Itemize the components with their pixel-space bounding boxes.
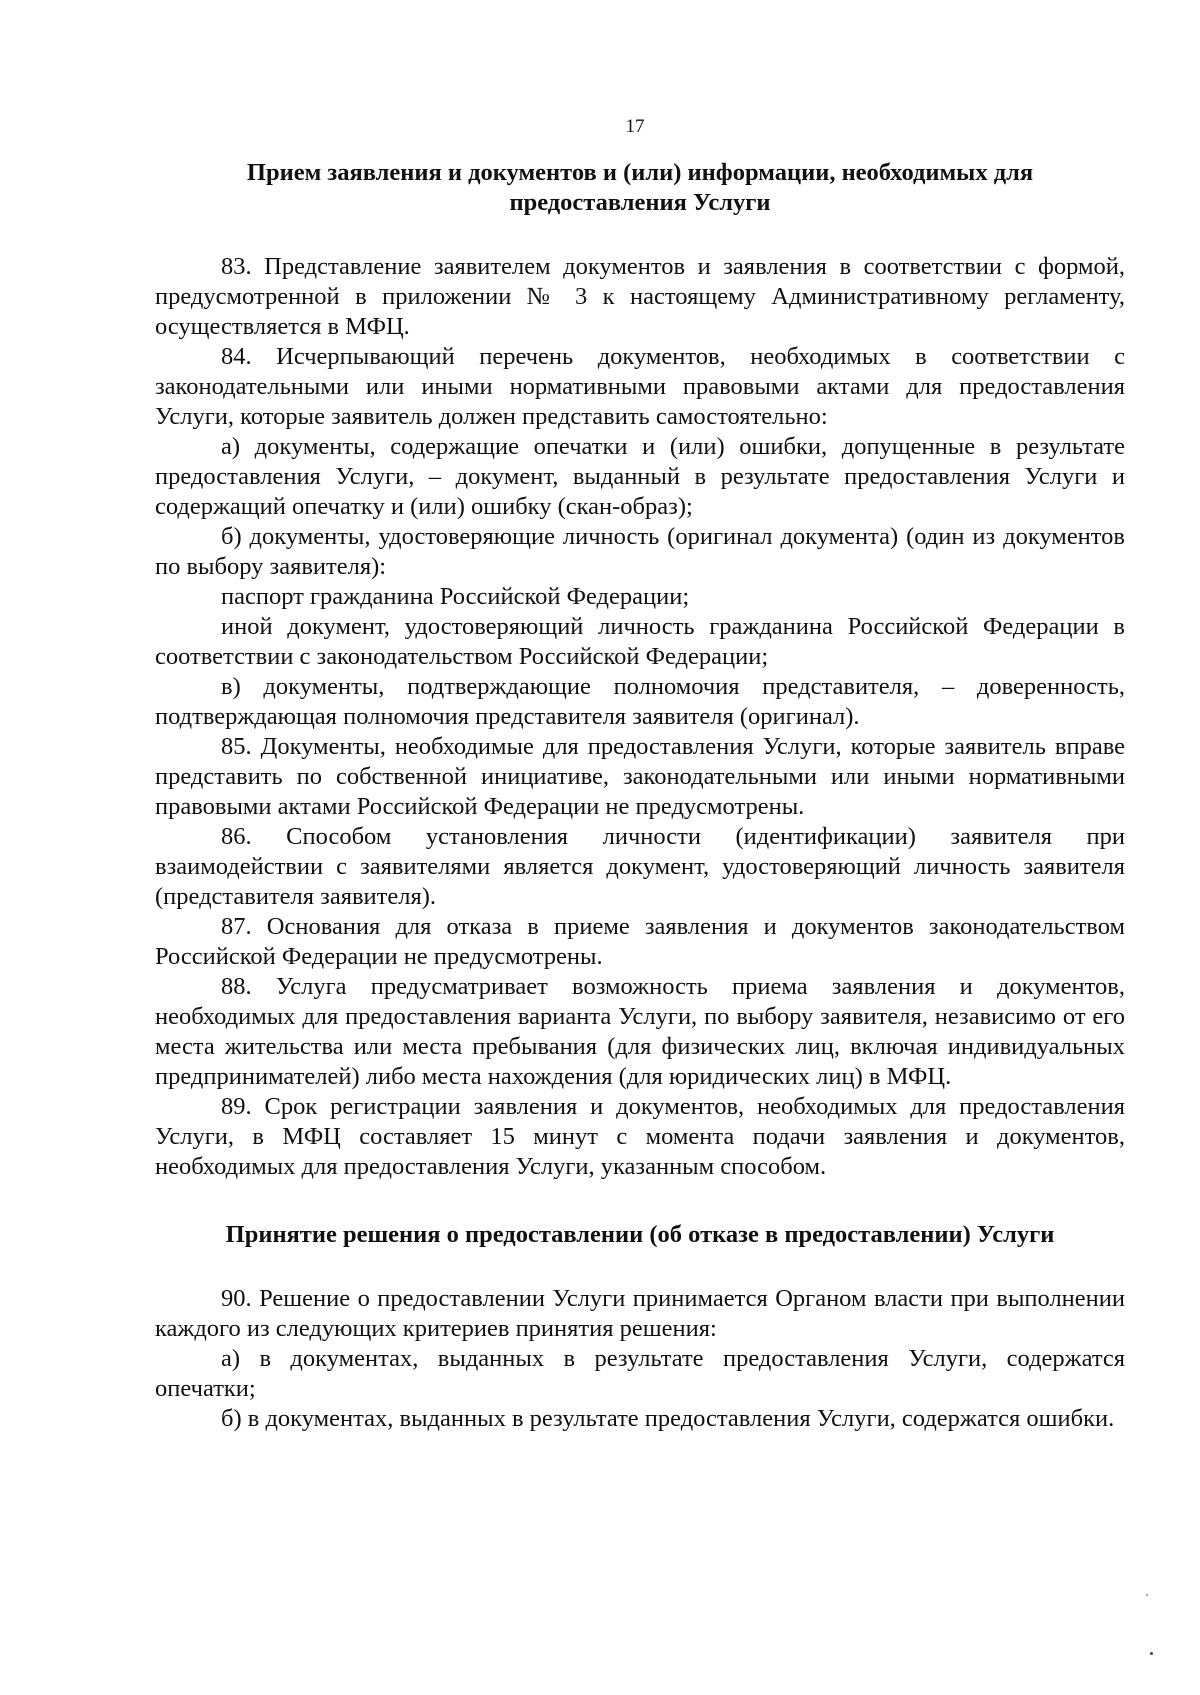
paragraph-84-a: а) документы, содержащие опечатки и (или) ошибки, допущенные в результате предоставления Услуги, – документ, выданный в результате предоставления Услуги и содержащий опечатку и (или) ошибку (скан-образ); <box>155 433 1125 520</box>
paragraph-other-document: иной документ, удостоверяющий личность гражданина Российской Федерации в соответствии с законодательством Российской Федерации; <box>155 613 1125 670</box>
scan-speck <box>1150 1652 1153 1655</box>
paragraph-84-v: в) документы, подтверждающие полномочия представителя, – доверенность, подтверждающая полномочия представителя заявителя (оригинал). <box>155 673 1125 730</box>
paragraph-88: 88. Услуга предусматривает возможность приема заявления и документов, необходимых для предоставления варианта Услуги, по выбору заявителя, независимо от его места жительства или места пребывания (для физических лиц, включая индивидуальных предпринимателей) либо места нахождения (для юридических лиц) в МФЦ. <box>155 973 1125 1090</box>
section-heading-decision: Принятие решения о предоставлении (об отказе в предоставлении) Услуги <box>225 1221 1055 1248</box>
paragraph-86: 86. Способом установления личности (идентификации) заявителя при взаимодействии с заявителями является документ, удостоверяющий личность заявителя (представителя заявителя). <box>155 823 1125 910</box>
paragraph-85: 85. Документы, необходимые для предоставления Услуги, которые заявитель вправе представить по собственной инициативе, законодательными или иными нормативными правовыми актами Российской Федерации не предусмотрены. <box>155 733 1125 820</box>
paragraph-89: 89. Срок регистрации заявления и документов, необходимых для предоставления Услуги, в МФЦ составляет 15 минут с момента подачи заявления и документов, необходимых для предоставления Услуги, указанным способом. <box>155 1093 1125 1180</box>
document-body <box>155 158 1125 1434</box>
section-heading-reception <box>155 158 1125 218</box>
scan-speck <box>1146 1594 1148 1596</box>
paragraph-90-b: б) в документах, выданных в результате предоставления Услуги, содержатся ошибки. <box>221 1405 1115 1432</box>
paragraph-84-b: б) документы, удостоверяющие личность (оригинал документа) (один из документов по выбору заявителя): <box>155 523 1125 580</box>
heading-line-1: Прием заявления и документов и (или) информации, необходимых для <box>246 159 1034 186</box>
paragraph-87: 87. Основания для отказа в приеме заявления и документов законодательством Российской Федерации не предусмотрены. <box>155 913 1125 970</box>
heading-line-2: предоставления Услуги <box>509 189 771 216</box>
paragraph-84: 84. Исчерпывающий перечень документов, необходимых в соответствии с законодательными или иными нормативными правовыми актами для предоставления Услуги, которые заявитель должен представить самостоятельно: <box>155 343 1125 430</box>
paragraph-83: 83. Представление заявителем документов и заявления в соответствии с формой, предусмотренной в приложении № 3 к настоящему Административному регламенту, осуществляется в МФЦ. <box>155 253 1125 340</box>
paragraph-passport: паспорт гражданина Российской Федерации; <box>221 583 690 610</box>
paragraph-90: 90. Решение о предоставлении Услуги принимается Органом власти при выполнении каждого из следующих критериев принятия решения: <box>155 1285 1125 1342</box>
paragraph-90-a: а) в документах, выданных в результате предоставления Услуги, содержатся опечатки; <box>155 1345 1125 1402</box>
page-number: 17 <box>625 116 645 137</box>
